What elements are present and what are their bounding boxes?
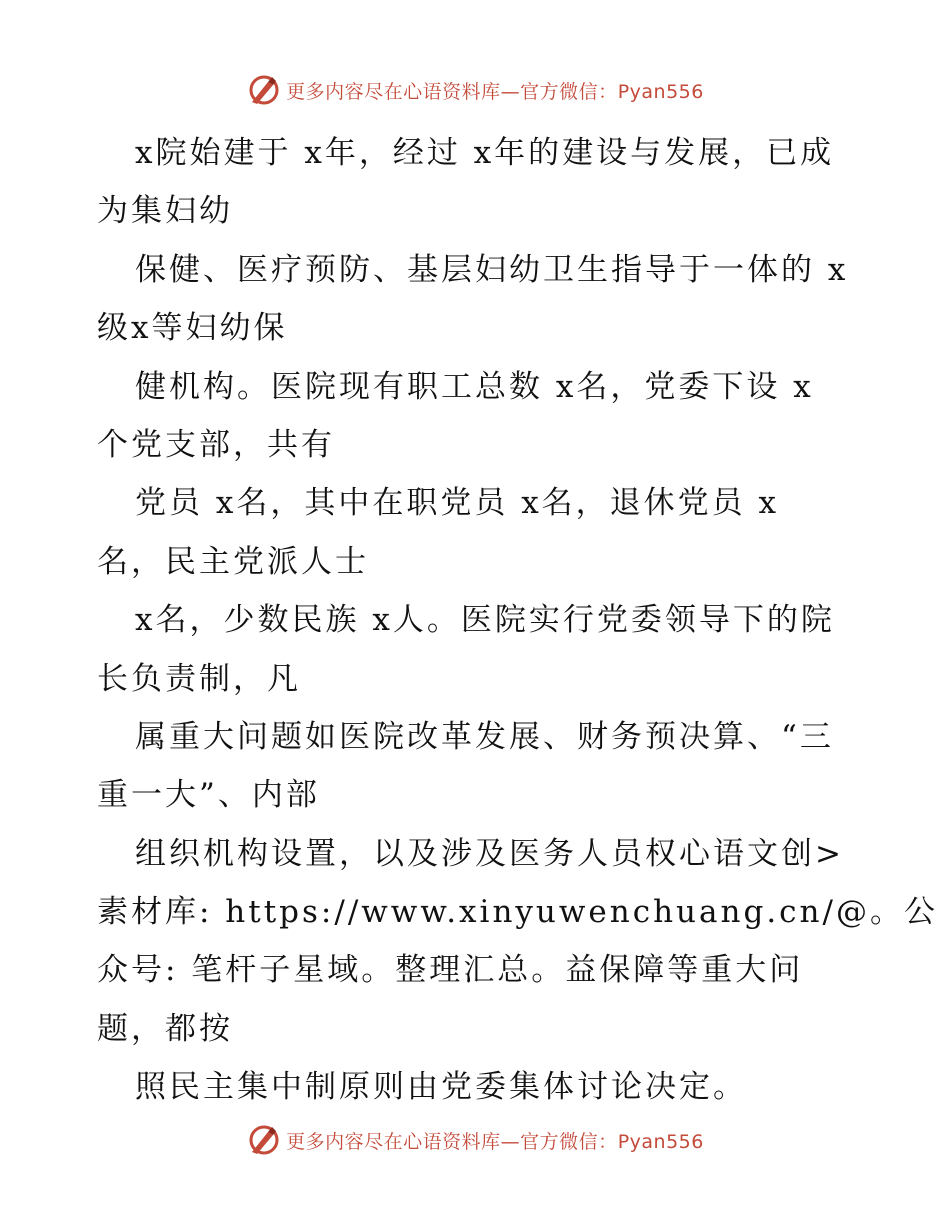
footer-wechat-label: 官方微信： — [520, 1130, 618, 1153]
body-line: x名，少数民族 x人。医院实行党委领导下的院 — [135, 602, 835, 639]
header-wechat-label: 官方微信： — [520, 80, 618, 103]
pen-circle-logo-icon — [246, 1122, 282, 1158]
body-line: 属重大问题如医院改革发展、财务预决算、“三 — [135, 718, 834, 755]
body-line: 照民主集中制原则由党委集体讨论决定。 — [135, 1069, 747, 1106]
body-line: 健机构。医院现有职工总数 x名，党委下设 x — [135, 368, 814, 405]
document-body — [97, 124, 938, 1117]
body-line: 名，民主党派人士 — [97, 543, 369, 580]
body-line: 为集妇幼 — [97, 193, 233, 230]
footer-banner-separator: — — [500, 1130, 521, 1153]
body-line: 重一大”、内部 — [97, 777, 320, 814]
header-banner-title: 更多内容尽在心语资料库 — [286, 80, 501, 103]
body-line: 级x等妇幼保 — [97, 310, 288, 347]
footer-wechat-id: Pyan556 — [617, 1130, 704, 1153]
header-banner — [0, 70, 950, 110]
footer-banner — [0, 1120, 950, 1160]
body-line: 组织机构设置，以及涉及医务人员权心语文创> — [135, 835, 844, 872]
header-banner-separator: — — [500, 80, 521, 103]
pen-circle-logo-icon — [246, 72, 282, 108]
header-banner-text — [286, 77, 704, 104]
footer-banner-title: 更多内容尽在心语资料库 — [286, 1130, 501, 1153]
footer-banner-text — [286, 1127, 704, 1154]
body-line: x院始建于 x年，经过 x年的建设与发展，已成 — [135, 135, 835, 171]
header-wechat-id: Pyan556 — [617, 80, 704, 103]
body-line: 众号: 笔杆子星域。整理汇总。益保障等重大问 — [97, 952, 804, 989]
body-line: 党员 x名，其中在职党员 x名，退休党员 x — [135, 485, 780, 522]
body-line: 保健、医疗预防、基层妇幼卫生指导于一体的 x — [135, 251, 849, 288]
body-line: 题，都按 — [97, 1010, 233, 1047]
body-line: 素材库: https://www.xinyuwenchuang.cn/@。公 — [97, 894, 938, 931]
body-line: 长负责制，凡 — [97, 660, 301, 697]
body-line: 个党支部，共有 — [97, 426, 335, 463]
